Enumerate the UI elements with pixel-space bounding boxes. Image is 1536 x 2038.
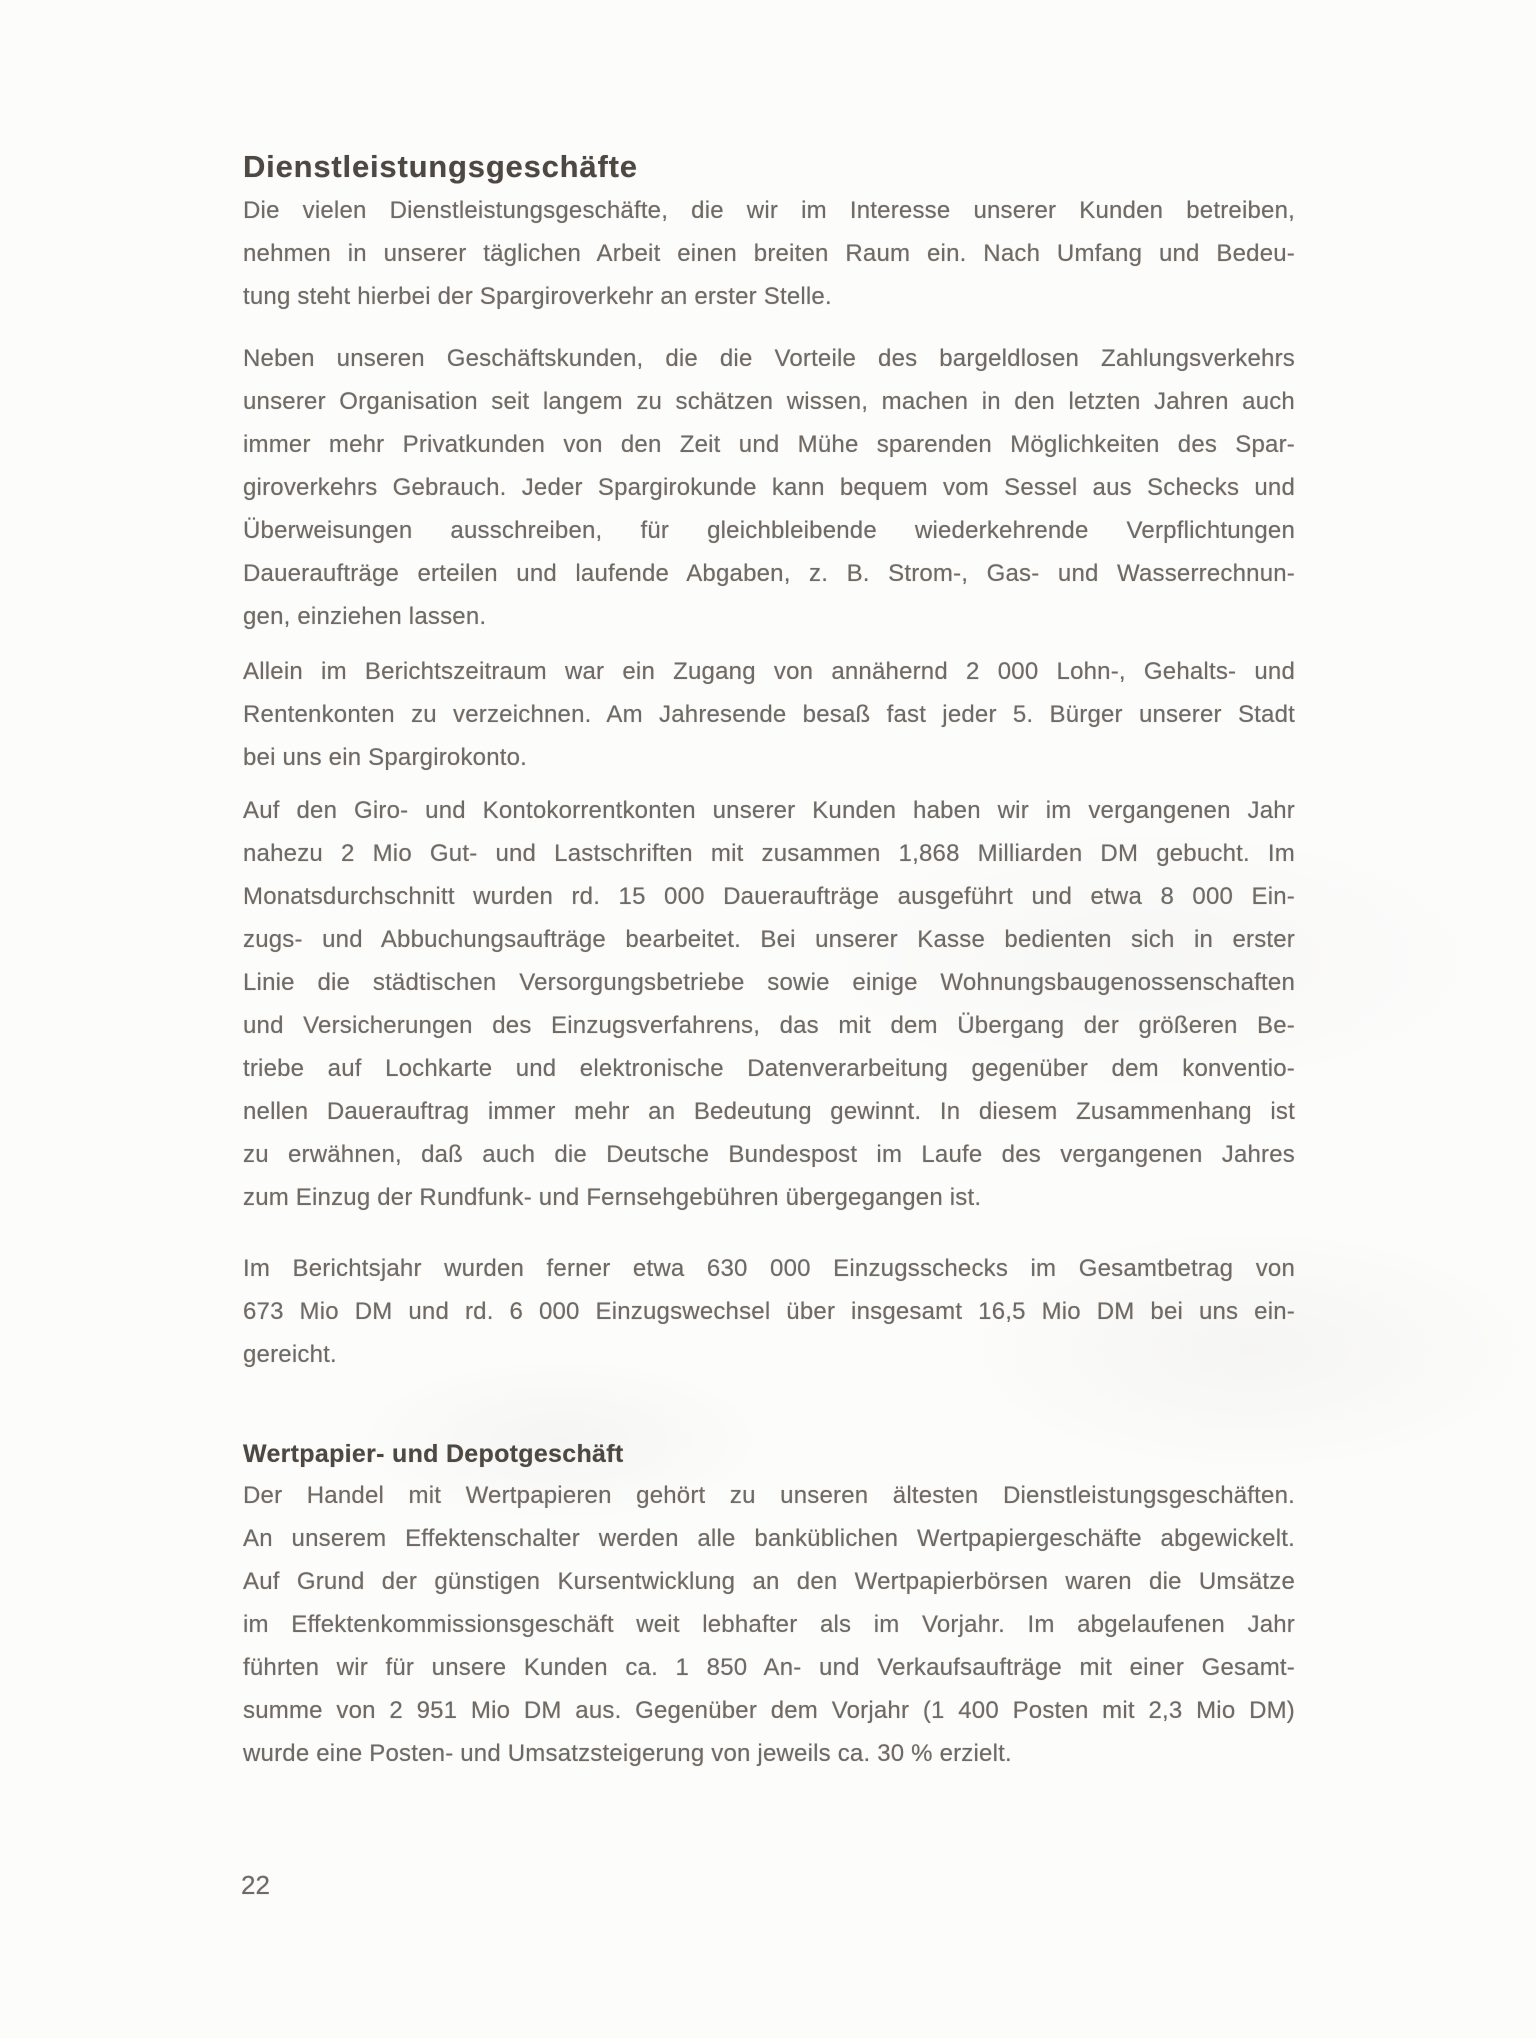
- text-line: Monatsdurchschnitt wurden rd. 15 000 Daueraufträge ausgeführt und etwa 8 000 Ein-: [243, 883, 1295, 910]
- text-line: Allein im Berichtszeitraum war ein Zugang von annähernd 2 000 Lohn-, Gehalts- und: [243, 658, 1295, 685]
- paragraph-spargiroverkehr-intro: [243, 189, 1295, 318]
- text-line: nehmen in unserer täglichen Arbeit einen breiten Raum ein. Nach Umfang und Bedeu-: [243, 240, 1295, 267]
- page-number: 22: [241, 1870, 270, 1900]
- paragraph-wertpapiergeschaeft: [243, 1474, 1295, 1775]
- text-line: Die vielen Dienstleistungsgeschäfte, die wir im Interesse unserer Kunden betreiben,: [243, 197, 1295, 224]
- paragraph-berichtszeitraum: [243, 650, 1295, 779]
- page-title: Dienstleistungsgeschäfte: [243, 148, 638, 184]
- text-line: zugs- und Abbuchungsaufträge bearbeitet. Bei unserer Kasse bedienten sich in erster: [243, 926, 1295, 953]
- text-line: 673 Mio DM und rd. 6 000 Einzugswechsel über insgesamt 16,5 Mio DM bei uns ein-: [243, 1298, 1295, 1325]
- text-line: An unserem Effektenschalter werden alle banküblichen Wertpapiergeschäfte abgewickelt.: [243, 1525, 1295, 1552]
- text-line: wurde eine Posten- und Umsatzsteigerung von jeweils ca. 30 % erzielt.: [243, 1740, 1012, 1767]
- text-line: tung steht hierbei der Spargiroverkehr an erster Stelle.: [243, 283, 832, 310]
- text-line: und Versicherungen des Einzugsverfahrens, das mit dem Übergang der größeren Be-: [243, 1012, 1295, 1039]
- text-line: Auf Grund der günstigen Kursentwicklung an den Wertpapierbörsen waren die Umsätze: [243, 1568, 1295, 1595]
- text-line: nellen Dauerauftrag immer mehr an Bedeutung gewinnt. In diesem Zusammenhang ist: [243, 1098, 1295, 1125]
- text-line: giroverkehrs Gebrauch. Jeder Spargirokunde kann bequem vom Sessel aus Schecks und: [243, 474, 1295, 501]
- text-line: summe von 2 951 Mio DM aus. Gegenüber dem Vorjahr (1 400 Posten mit 2,3 Mio DM): [243, 1697, 1295, 1724]
- text-line: Daueraufträge erteilen und laufende Abgaben, z. B. Strom-, Gas- und Wasserrechnun-: [243, 560, 1295, 587]
- text-line: bei uns ein Spargirokonto.: [243, 744, 528, 771]
- text-line: Überweisungen ausschreiben, für gleichbleibende wiederkehrende Verpflichtungen: [243, 517, 1295, 544]
- text-line: Rentenkonten zu verzeichnen. Am Jahresende besaß fast jeder 5. Bürger unserer Stadt: [243, 701, 1295, 728]
- text-line: gereicht.: [243, 1341, 337, 1368]
- paragraph-giro-kontokorrent: [243, 789, 1295, 1219]
- text-line: zu erwähnen, daß auch die Deutsche Bundespost im Laufe des vergangenen Jahres: [243, 1141, 1295, 1168]
- text-line: nahezu 2 Mio Gut- und Lastschriften mit zusammen 1,868 Milliarden DM gebucht. Im: [243, 840, 1295, 867]
- text-line: triebe auf Lochkarte und elektronische Datenverarbeitung gegenüber dem konventio-: [243, 1055, 1295, 1082]
- text-line: unserer Organisation seit langem zu schätzen wissen, machen in den letzten Jahren auch: [243, 388, 1295, 415]
- text-line: Im Berichtsjahr wurden ferner etwa 630 000 Einzugsschecks im Gesamtbetrag von: [243, 1255, 1295, 1282]
- section-subheading: Wertpapier- und Depotgeschäft: [243, 1439, 624, 1468]
- text-line: im Effektenkommissionsgeschäft weit lebhafter als im Vorjahr. Im abgelaufenen Jahr: [243, 1611, 1295, 1638]
- text-line: gen, einziehen lassen.: [243, 603, 487, 630]
- text-line: zum Einzug der Rundfunk- und Fernsehgebühren übergegangen ist.: [243, 1184, 982, 1211]
- text-line: führten wir für unsere Kunden ca. 1 850 An- und Verkaufsaufträge mit einer Gesamt-: [243, 1654, 1295, 1681]
- text-line: Neben unseren Geschäftskunden, die die Vorteile des bargeldlosen Zahlungsverkehrs: [243, 345, 1295, 372]
- paragraph-einzugsschecks: [243, 1247, 1295, 1376]
- text-line: Der Handel mit Wertpapieren gehört zu unseren ältesten Dienstleistungsgeschäften.: [243, 1482, 1295, 1509]
- text-line: Linie die städtischen Versorgungsbetriebe sowie einige Wohnungsbaugenossenschaften: [243, 969, 1295, 996]
- text-line: Auf den Giro- und Kontokorrentkonten unserer Kunden haben wir im vergangenen Jahr: [243, 797, 1295, 824]
- text-line: immer mehr Privatkunden von den Zeit und Mühe sparenden Möglichkeiten des Spar-: [243, 431, 1295, 458]
- paragraph-geschaeftskunden: [243, 337, 1295, 638]
